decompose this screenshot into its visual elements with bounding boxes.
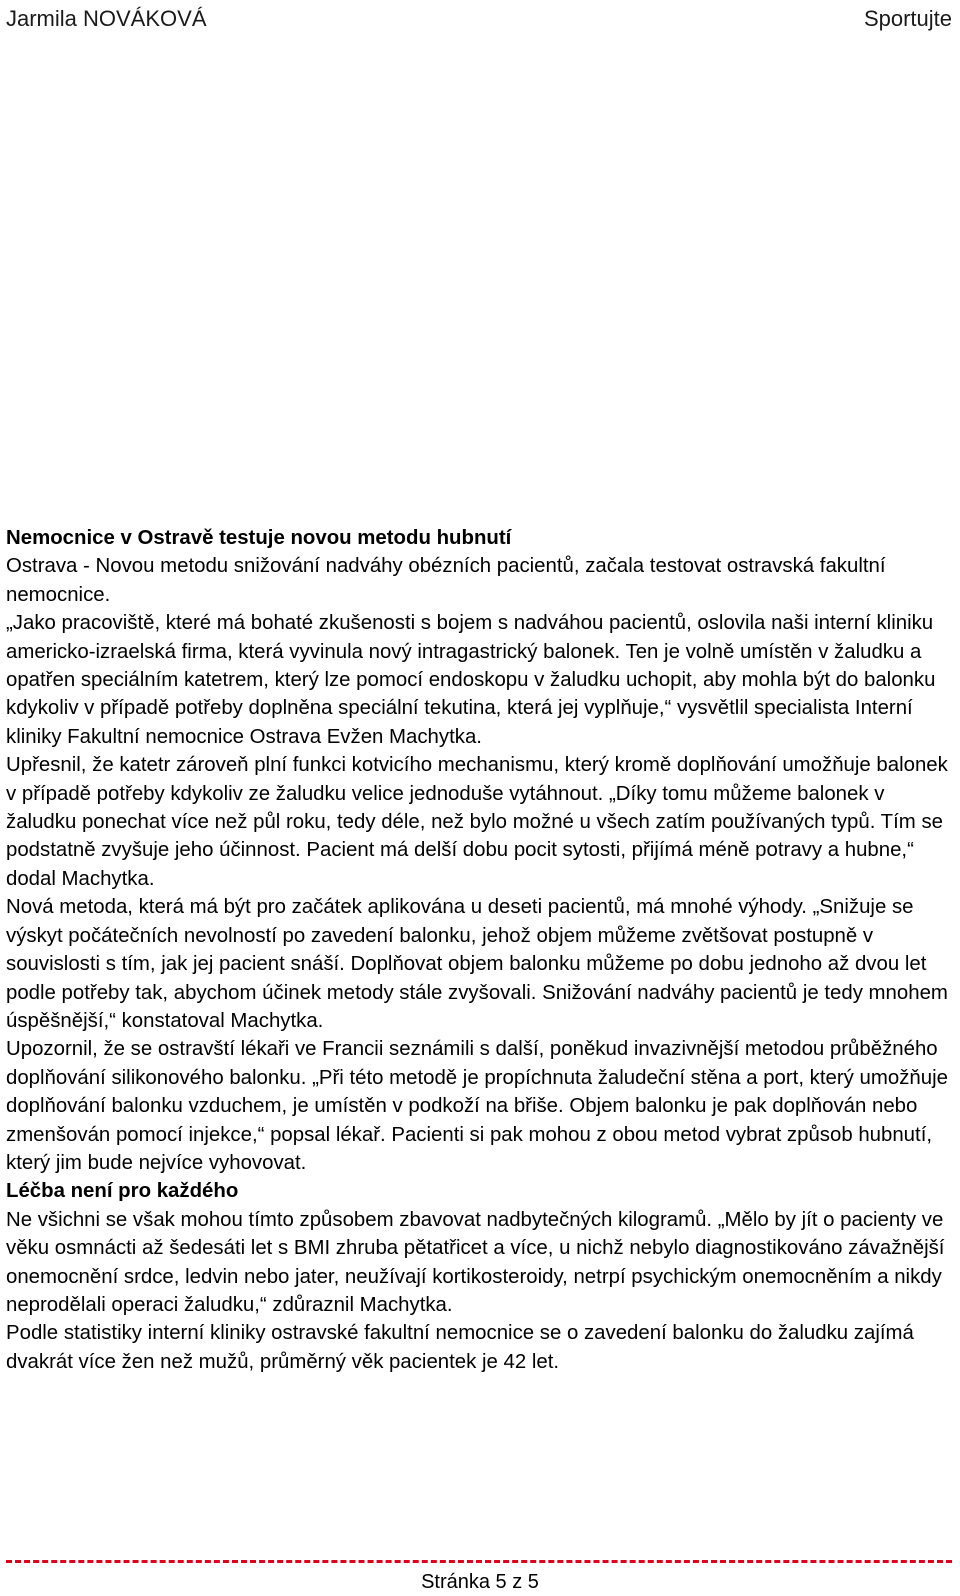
article-subheading: Léčba není pro každého (6, 1180, 239, 1203)
article-paragraph: Ne všichni se však mohou tímto způsobem zbavovat nadbytečných kilogramů. „Mělo by jít o pacienty ve věku osmnácti až šedesáti let s BMI zhruba pětatřicet a více, u nichž nebylo diagnostikováno závažnější onemocnění srdce, ledvin nebo jater, neužívají kortikosteroidy, netrpí psychickým onemocněním a nikdy neprodělali operaci žaludku,“ zdůraznil Machytka. (6, 1208, 945, 1316)
header-section: Sportujte (863, 6, 952, 31)
header-author: Jarmila NOVÁKOVÁ (6, 6, 207, 31)
article-paragraph: Upřesnil, že katetr zároveň plní funkci kotvicího mechanismu, který kromě doplňování umožňuje balonek v případě potřeby kdykoliv ze žaludku velice jednoduše vytáhnout. „Díky tomu můžeme balonek v žaludku ponechat více než půl roku, tedy déle, než bylo možné u všech zatím používaných typů. Tím se podstatně zvyšuje jeho účinnost. Pacient má delší dobu pocit sytosti, přijímá méně potravy a hubne,“ dodal Machytka. (6, 754, 948, 890)
article-paragraph: „Jako pracoviště, které má bohaté zkušenosti s bojem s nadváhou pacientů, oslovila naši interní kliniku americko-izraelská firma, která vyvinula nový intragastrický balonek. Ten je volně umístěn v žaludku a opatřen speciálním katetrem, který lze pomocí endoskopu v žaludku uchopit, aby mohla být do balonku kdykoliv v případě potřeby doplněna speciální tekutina, která jej vyplňuje,“ vysvětlil specialista Interní kliniky Fakultní nemocnice Ostrava Evžen Machytka. (6, 612, 936, 748)
article-paragraph: Upozornil, že se ostravští lékaři ve Francii seznámili s další, poněkud invazivnější metodou průběžného doplňování silikonového balonku. „Při této metodě je propíchnuta žaludeční stěna a port, který umožňuje doplňování balonku vzduchem, je umístěn v podkoží na břiše. Objem balonku je pak doplňován nebo zmenšován pomocí injekce,“ popsal lékař. Pacienti si pak mohou z obou metod vybrat způsob hubnutí, který jim bude nejvíce vyhovovat. (6, 1038, 948, 1174)
article-paragraph: Podle statistiky interní kliniky ostravské fakultní nemocnice se o zavedení balonku do žaludku zajímá dvakrát více žen než mužů, průměrný věk pacientek je 42 let. (6, 1322, 914, 1373)
article-paragraph: Ostrava - Novou metodu snižování nadváhy obézních pacientů, začala testovat ostravská fakultní nemocnice. (6, 555, 886, 606)
page-number: Stránka 5 z 5 (421, 1571, 539, 1593)
page-header (6, 2, 952, 36)
article-paragraph: Nová metoda, která má být pro začátek aplikována u deseti pacientů, má mnohé výhody. „Snižuje se výskyt počátečních nevolností po zavedení balonku, jehož objem můžeme zvětšovat postupně v souvislosti s tím, jak jej pacient snáší. Doplňovat objem balonku můžeme po dobu jednoho až dvou let podle potřeby tak, abychom účinek metody stále zvyšovali. Snižování nadváhy pacientů je tedy mnohem úspěšnější,“ konstatoval Machytka. (6, 896, 948, 1032)
article-title: Nemocnice v Ostravě testuje novou metodu hubnutí (6, 527, 512, 549)
footer-divider (6, 1560, 952, 1563)
article (6, 524, 952, 1376)
